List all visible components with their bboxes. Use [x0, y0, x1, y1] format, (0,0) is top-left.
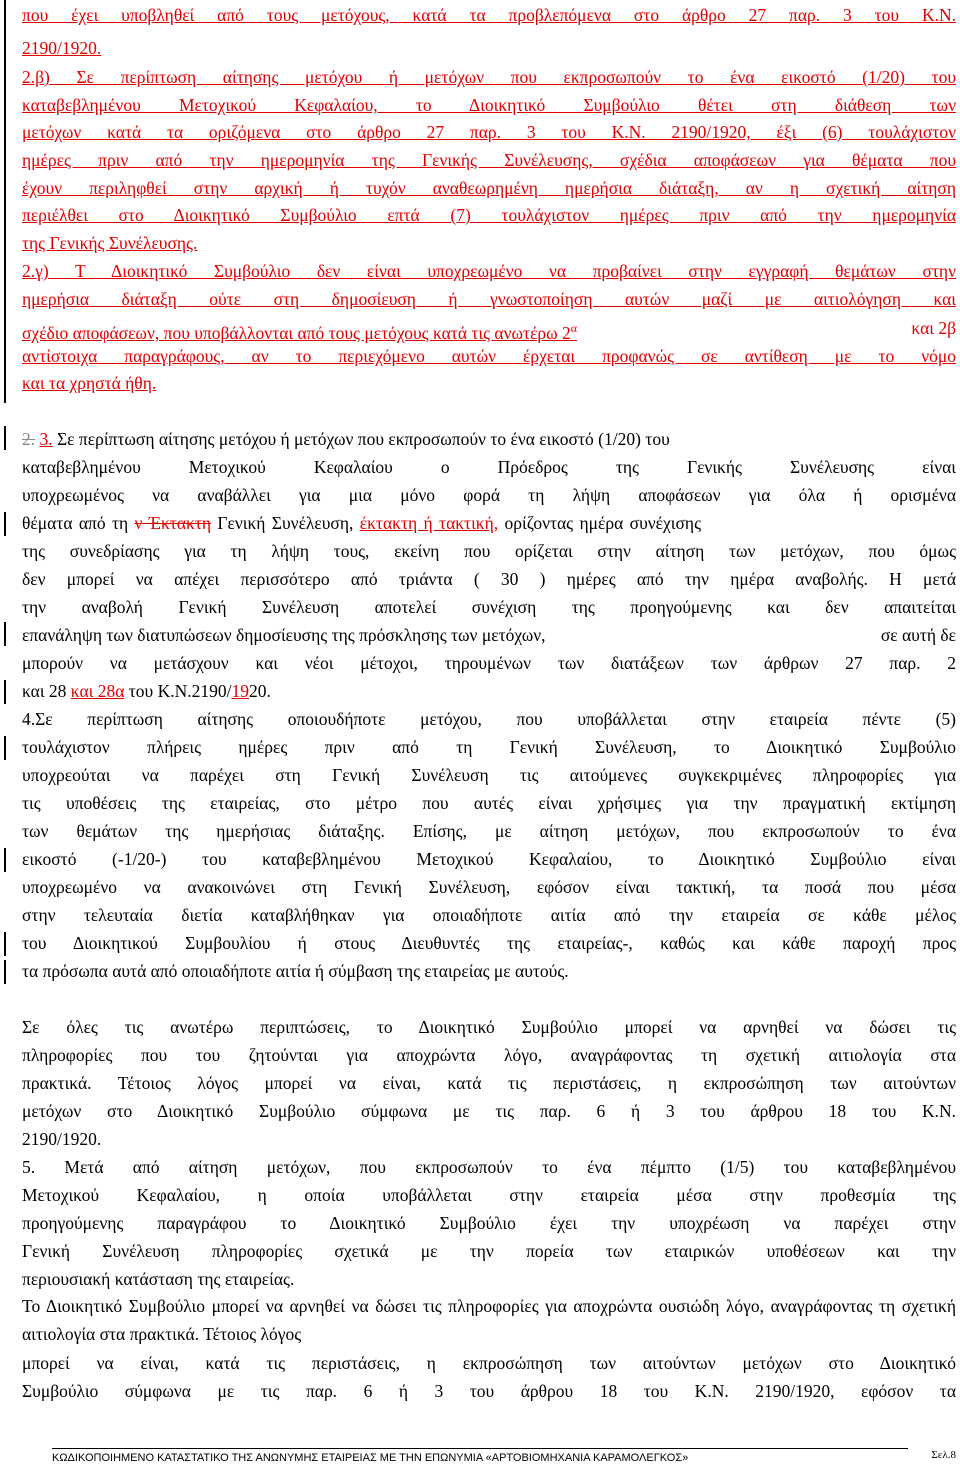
deleted-number: 2. — [22, 429, 36, 449]
para3-line-8b: σε αυτή δε — [880, 625, 956, 645]
red-line-12-tail: και 2β — [911, 318, 956, 338]
para3-line-8a: επανάληψη των διατυπώσεων δημοσίευσης της πρόσκλησης των μετόχων, — [22, 625, 546, 645]
refuse-line-4: μετόχων στο Διοικητικό Συμβούλιο σύμφωνα με τις παρ. 6 ή 3 του άρθρου 18 του Κ.Ν. — [22, 1101, 956, 1121]
red-line-3: 2.β) Σε περίπτωση αίτησης μετόχου ή μετόχων που εκπροσωπούν το ένα εικοστό (1/20) του — [22, 67, 956, 87]
page-footer — [52, 1451, 956, 1465]
para3-line-3: υποχρεωμένος να αναβάλλει για μια μόνο φορά τη λήψη αποφάσεων για όλα ή ορισμένα — [22, 485, 956, 505]
para4-line-6: εικοστό (-1/20-) του καταβεβλημένου Μετοχικού Κεφαλαίου, το Διοικητικό Συμβούλιο είναι — [22, 849, 956, 869]
para3-line-9: μπορούν να μετάσχουν και νέοι μέτοχοι, τηρουμένων των διατάξεων των άρθρων 27 παρ. 2 — [22, 653, 956, 673]
change-bar — [4, 932, 6, 956]
deleted-text: ν Έκτακτη — [134, 513, 211, 533]
para5-refuse-block: Το Διοικητικό Συμβούλιο μπορεί να αρνηθεί να δώσει τις πληροφορίες για αποχρώντα ουσιώδη λόγο, αναγράφοντας τη σχετική αιτιολογία στα πρακτικά. Τέτοιος λόγος — [22, 1296, 956, 1344]
para3-line-4b: Γενική Συνέλευση, — [217, 513, 354, 533]
refuse-line-3: πρακτικά. Τέτοιος λόγος μπορεί να είναι, κατά τις περιστάσεις, η εκπροσώπηση των αιτούντων — [22, 1073, 956, 1093]
para4-line-7: υποχρεωμένο να ανακοινώνει στη Γενική Συνέλευση, εφόσον είναι τακτική, τα ποσά που μέσα — [22, 877, 956, 897]
red-line-11: ημερήσια διάταξη ούτε στη δημοσίευση ή γνωστοποίηση αυτών μαζί με αιτιολόγηση και — [22, 289, 956, 309]
para3-line-8 — [22, 620, 956, 650]
para4-line-4: τις υποθέσεις της εταιρείας, στο μέτρο που αυτές είναι χρήσιμες για την πραγματική εκτίμηση — [22, 793, 956, 813]
red-line-14: και τα χρηστά ήθη. — [22, 373, 157, 393]
red-line-4: καταβεβλημένου Μετοχικού Κεφαλαίου, το Διοικητικό Συμβούλιο θέτει στη διάθεση των — [22, 95, 956, 115]
red-line-8: περιέλθει στο Διοικητικό Συμβούλιο επτά (7) τουλάχιστον ημέρες πριν από την ημερομηνία — [22, 205, 956, 225]
inserted-number: 3. — [39, 429, 53, 449]
red-line-7: έχουν περιληφθεί στην αρχική ή τυχόν αναθεωρημένη ημερήσια διάταξη, αν η σχετική αίτηση — [22, 178, 956, 198]
para5-line-4: Γενική Συνέλευση πληροφορίες σχετικά με την πορεία των εταιρικών υποθέσεων και την — [22, 1241, 956, 1261]
change-bar — [4, 680, 6, 704]
para3-line-10b: του Κ.Ν.2190/ — [128, 681, 232, 701]
superscript-alpha: α — [570, 321, 578, 335]
para3-line-5: της συνεδρίασης για τη λήψη τους, εκείνη που ορίζεται στην αίτηση των μετόχων, που όμως — [22, 541, 956, 561]
red-line-9: της Γενικής Συνέλευσης. — [22, 233, 198, 253]
change-bar — [4, 512, 6, 536]
red-line-10: 2.γ) Τ Διοικητικό Συμβούλιο δεν είναι υποχρεωμένο να προβαίνει στην εγγραφή θεμάτων στην — [22, 261, 956, 281]
para3-line-1-text: Σε περίπτωση αίτησης μετόχου ή μετόχων που εκπροσωπούν το ένα εικοστό (1/20) του — [57, 429, 670, 449]
para3-line-6: δεν μπορεί να απέχει περισσότερο από τριάντα ( 30 ) ημέρες από την ημέρα αναβολής. Η μετά — [22, 569, 956, 589]
para4-line-5: των θεμάτων της ημερήσιας διάταξης. Επίσης, με αίτηση μετόχων, που εκπροσωπούν το ένα — [22, 821, 956, 841]
red-line-12 — [22, 313, 956, 343]
refuse-line-2: πληροφορίες που του ζητούνται για αποχρώντα λόγο, αναγράφοντας τη σχετική αιτιολογία στα — [22, 1045, 956, 1065]
para5-line-8: μπορεί να είναι, κατά τις περιστάσεις, η εκπροσώπηση των αιτούντων μετόχων στο Διοικητικό — [22, 1353, 956, 1373]
para4-line-3: υποχρεούται να παρέχει στη Γενική Συνέλευση τις αιτούμενες συγκεκριμένες πληροφορίες για — [22, 765, 956, 785]
para4-line-9: του Διοικητικού Συμβουλίου ή στους Διευθυντές της εταιρείας-, καθώς και κάθε παροχή προς — [22, 933, 956, 953]
para4-line-8: στην τελευταία διετία καταβλήθηκαν για οποιαδήποτε αιτία από την εταιρεία σε κάθε μέλος — [22, 905, 956, 925]
para3-line-10 — [22, 676, 956, 706]
footer-title: ΚΩΔΙΚΟΠΟΙΗΜΕΝΟ ΚΑΤΑΣΤΑΤΙΚΟ ΤΗΣ ΑΝΩΝΥΜΗΣ ΕΤΑΙΡΕΙΑΣ ΜΕ ΤΗΝ ΕΠΩΝΥΜΙΑ «ΑΡΤΟΒΙΟΜΗΧΑΝΙΑ ΚΑΡΑΜΟΛΕΓΚΟΣ» — [52, 1452, 689, 1464]
para5-line-9: Συμβούλιο σύμφωνα με τις παρ. 6 ή 3 του άρθρου 18 του Κ.Ν. 2190/1920, εφόσον τα — [22, 1381, 956, 1401]
change-bar — [4, 848, 6, 872]
change-bar — [4, 426, 6, 450]
para3-line-4a: θέματα από τη — [22, 513, 129, 533]
change-bar — [4, 960, 6, 984]
red-line-13: αντίστοιχα παραγράφους, αν το περιεχόμενο αυτών έρχεται προφανώς σε αντίθεση με το νόμο — [22, 346, 956, 366]
change-bar — [4, 622, 6, 646]
change-bar — [4, 0, 6, 403]
red-line-12-text: σχέδιο αποφάσεων, που υποβάλλονται από τους μετόχους κατά τις ανωτέρω 2 — [22, 322, 571, 343]
inserted-article: και 28α — [70, 681, 125, 701]
refuse-line-1: Σε όλες τις ανωτέρω περιπτώσεις, το Διοικητικό Συμβούλιο μπορεί να αρνηθεί να δώσει τις — [22, 1017, 956, 1037]
para5-line-3: προηγούμενης παραγράφου το Διοικητικό Συμβούλιο έχει την υποχρέωση να παρέχει στην — [22, 1213, 956, 1233]
red-line-2: 2190/1920. — [22, 38, 102, 58]
inserted-text: έκτακτη ή τακτική, — [359, 513, 499, 533]
refuse-line-5: 2190/1920. — [22, 1129, 102, 1149]
footer-rule — [52, 1448, 908, 1449]
para4-line-2: τουλάχιστον πλήρεις ημέρες πριν από τη Γενική Συνέλευση, το Διοικητικό Συμβούλιο — [22, 737, 956, 757]
change-bar — [4, 736, 6, 760]
para3-line-10a: και 28 — [22, 681, 67, 701]
red-line-6: ημέρες πριν από την ημερομηνία της Γενικής Συνέλευσης, σχέδια αποφάσεων για θέματα που — [22, 150, 956, 170]
para3-line-4c: ορίζοντας ημέρα συνέχισης — [504, 513, 701, 533]
para4-line-10: τα πρόσωπα αυτά από οποιαδήποτε αιτία ή σύμβαση της εταιρείας με αυτούς. — [22, 961, 569, 981]
para3-line-4 — [22, 508, 956, 538]
para3-line-1 — [22, 424, 956, 454]
red-line-5: μετόχων κατά τα οριζόμενα στο άρθρο 27 παρ. 3 του Κ.Ν. 2190/1920, έξι (6) τουλάχιστον — [22, 122, 956, 142]
para5-line-2: Μετοχικού Κεφαλαίου, η οποία υποβάλλεται στην εταιρεία μέσα στην προθεσμία της — [22, 1185, 956, 1205]
red-line-1: που έχει υποβληθεί από τους μετόχους, κατά τα προβλεπόμενα στο άρθρο 27 παρ. 3 του Κ.Ν. — [22, 5, 956, 25]
inserted-year: 19 — [231, 681, 249, 701]
para3-line-10c: 20. — [248, 681, 271, 701]
para4-line-1: 4.Σε περίπτωση αίτησης οποιουδήποτε μετόχου, που υποβάλλεται στην εταιρεία πέντε (5) — [22, 709, 956, 729]
para5-line-1: 5. Μετά από αίτηση μετόχων, που εκπροσωπούν το ένα πέμπτο (1/5) του καταβεβλημένου — [22, 1157, 956, 1177]
page-number: Σελ.8 — [931, 1451, 956, 1461]
para5-line-5: περιουσιακή κατάσταση της εταιρείας. — [22, 1269, 295, 1289]
para3-line-7: την αναβολή Γενική Συνέλευση αποτελεί συνέχιση της προηγούμενης και δεν απαιτείται — [22, 597, 956, 617]
para3-line-2: καταβεβλημένου Μετοχικού Κεφαλαίου ο Πρόεδρος της Γενικής Συνέλευσης είναι — [22, 457, 956, 477]
